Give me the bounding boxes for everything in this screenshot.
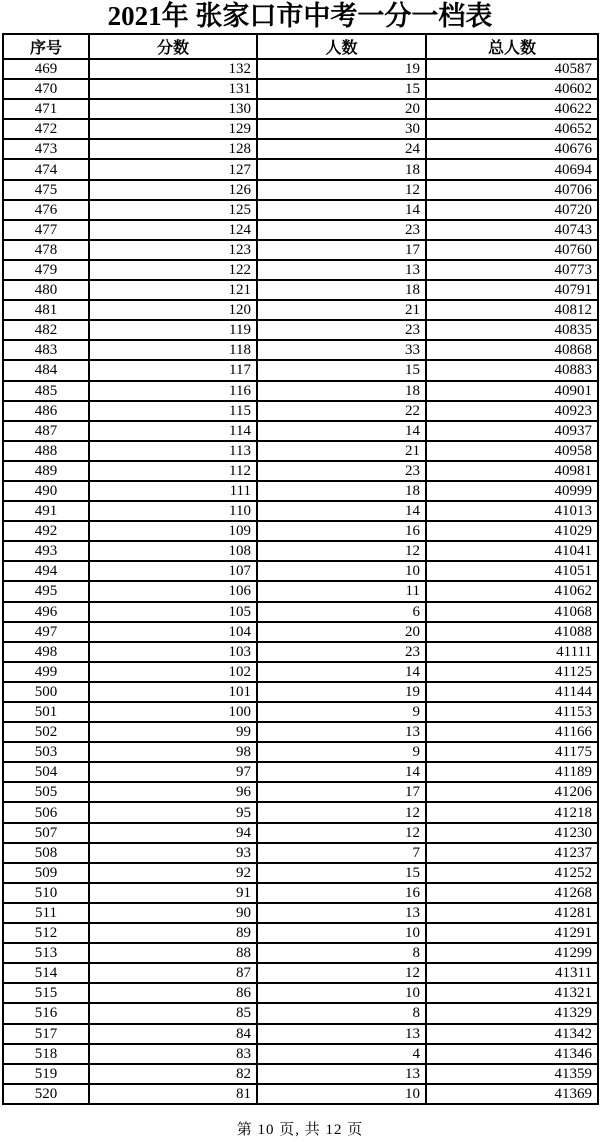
table-row	[3, 280, 598, 300]
serial-cell: 486	[3, 401, 89, 421]
score-cell: 124	[89, 220, 257, 240]
serial-cell: 517	[3, 1024, 89, 1044]
total-count-cell: 40760	[426, 240, 598, 260]
count-cell: 7	[257, 843, 426, 863]
total-count-cell: 40720	[426, 200, 598, 220]
total-count-cell: 40958	[426, 441, 598, 461]
total-count-cell: 41029	[426, 521, 598, 541]
count-cell: 11	[257, 581, 426, 601]
table-row	[3, 180, 598, 200]
serial-cell: 520	[3, 1084, 89, 1104]
total-count-cell: 40652	[426, 119, 598, 139]
count-cell: 4	[257, 1044, 426, 1064]
total-count-cell: 40743	[426, 220, 598, 240]
score-cell: 90	[89, 903, 257, 923]
total-count-cell: 41369	[426, 1084, 598, 1104]
table-row	[3, 602, 598, 622]
serial-cell: 491	[3, 501, 89, 521]
total-count-cell: 41291	[426, 923, 598, 943]
table-row	[3, 642, 598, 662]
count-cell: 20	[257, 622, 426, 642]
table-row	[3, 220, 598, 240]
table-row	[3, 742, 598, 762]
count-cell: 12	[257, 963, 426, 983]
score-cell: 114	[89, 421, 257, 441]
score-cell: 113	[89, 441, 257, 461]
score-cell: 95	[89, 802, 257, 822]
total-count-cell: 41342	[426, 1024, 598, 1044]
score-cell: 125	[89, 200, 257, 220]
table-row	[3, 481, 598, 501]
table-row	[3, 541, 598, 561]
total-count-cell: 41252	[426, 863, 598, 883]
score-cell: 82	[89, 1064, 257, 1084]
total-count-cell: 41206	[426, 782, 598, 802]
total-count-cell: 41189	[426, 762, 598, 782]
total-count-cell: 40706	[426, 180, 598, 200]
table-row	[3, 1044, 598, 1064]
table-row	[3, 401, 598, 421]
score-cell: 117	[89, 360, 257, 380]
count-cell: 8	[257, 1003, 426, 1023]
count-cell: 19	[257, 682, 426, 702]
serial-cell: 494	[3, 561, 89, 581]
count-cell: 14	[257, 762, 426, 782]
total-count-cell: 41299	[426, 943, 598, 963]
total-count-cell: 40901	[426, 381, 598, 401]
serial-cell: 480	[3, 280, 89, 300]
serial-cell: 478	[3, 240, 89, 260]
serial-cell: 470	[3, 79, 89, 99]
table-row	[3, 963, 598, 983]
serial-cell: 499	[3, 662, 89, 682]
serial-cell: 488	[3, 441, 89, 461]
total-count-cell: 41125	[426, 662, 598, 682]
total-count-cell: 41346	[426, 1044, 598, 1064]
count-cell: 17	[257, 782, 426, 802]
score-cell: 83	[89, 1044, 257, 1064]
score-cell: 122	[89, 260, 257, 280]
total-count-cell: 40791	[426, 280, 598, 300]
serial-cell: 471	[3, 99, 89, 119]
total-count-cell: 41041	[426, 541, 598, 561]
table-row	[3, 119, 598, 139]
table-row	[3, 843, 598, 863]
score-cell: 85	[89, 1003, 257, 1023]
table-row	[3, 883, 598, 903]
total-count-cell: 41281	[426, 903, 598, 923]
table-row	[3, 421, 598, 441]
count-cell: 18	[257, 280, 426, 300]
table-row	[3, 360, 598, 380]
total-count-cell: 40587	[426, 59, 598, 79]
count-cell: 18	[257, 481, 426, 501]
score-cell: 107	[89, 561, 257, 581]
header-count: 人数	[257, 34, 426, 59]
table-row	[3, 501, 598, 521]
serial-cell: 518	[3, 1044, 89, 1064]
count-cell: 15	[257, 360, 426, 380]
table-row	[3, 983, 598, 1003]
serial-cell: 473	[3, 139, 89, 159]
serial-cell: 489	[3, 461, 89, 481]
score-cell: 87	[89, 963, 257, 983]
score-cell: 116	[89, 381, 257, 401]
score-cell: 118	[89, 340, 257, 360]
table-row	[3, 622, 598, 642]
table-row	[3, 863, 598, 883]
score-cell: 131	[89, 79, 257, 99]
score-cell: 100	[89, 702, 257, 722]
serial-cell: 508	[3, 843, 89, 863]
score-cell: 86	[89, 983, 257, 1003]
serial-cell: 510	[3, 883, 89, 903]
table-row	[3, 381, 598, 401]
score-distribution-table	[2, 33, 599, 1105]
count-cell: 10	[257, 561, 426, 581]
score-cell: 119	[89, 320, 257, 340]
score-cell: 92	[89, 863, 257, 883]
table-header-row	[3, 34, 598, 59]
table-row	[3, 561, 598, 581]
serial-cell: 490	[3, 481, 89, 501]
table-row	[3, 662, 598, 682]
score-cell: 111	[89, 481, 257, 501]
total-count-cell: 41166	[426, 722, 598, 742]
table-row	[3, 260, 598, 280]
count-cell: 15	[257, 863, 426, 883]
serial-cell: 506	[3, 802, 89, 822]
count-cell: 21	[257, 441, 426, 461]
table-row	[3, 823, 598, 843]
total-count-cell: 41153	[426, 702, 598, 722]
count-cell: 9	[257, 702, 426, 722]
total-count-cell: 40999	[426, 481, 598, 501]
count-cell: 18	[257, 159, 426, 179]
serial-cell: 500	[3, 682, 89, 702]
total-count-cell: 41311	[426, 963, 598, 983]
count-cell: 10	[257, 983, 426, 1003]
total-count-cell: 41268	[426, 883, 598, 903]
count-cell: 13	[257, 903, 426, 923]
count-cell: 12	[257, 180, 426, 200]
count-cell: 23	[257, 320, 426, 340]
serial-cell: 512	[3, 923, 89, 943]
score-cell: 110	[89, 501, 257, 521]
count-cell: 16	[257, 883, 426, 903]
total-count-cell: 40694	[426, 159, 598, 179]
serial-cell: 476	[3, 200, 89, 220]
score-cell: 99	[89, 722, 257, 742]
total-count-cell: 40835	[426, 320, 598, 340]
total-count-cell: 40923	[426, 401, 598, 421]
table-row	[3, 682, 598, 702]
count-cell: 21	[257, 300, 426, 320]
score-cell: 132	[89, 59, 257, 79]
table-row	[3, 159, 598, 179]
serial-cell: 507	[3, 823, 89, 843]
count-cell: 18	[257, 381, 426, 401]
serial-cell: 474	[3, 159, 89, 179]
serial-cell: 514	[3, 963, 89, 983]
total-count-cell: 41237	[426, 843, 598, 863]
total-count-cell: 41175	[426, 742, 598, 762]
count-cell: 16	[257, 521, 426, 541]
total-count-cell: 40981	[426, 461, 598, 481]
total-count-cell: 41329	[426, 1003, 598, 1023]
serial-cell: 495	[3, 581, 89, 601]
score-cell: 93	[89, 843, 257, 863]
total-count-cell: 40773	[426, 260, 598, 280]
serial-cell: 515	[3, 983, 89, 1003]
count-cell: 12	[257, 802, 426, 822]
table-row	[3, 762, 598, 782]
score-cell: 120	[89, 300, 257, 320]
table-row	[3, 441, 598, 461]
table-row	[3, 782, 598, 802]
total-count-cell: 40676	[426, 139, 598, 159]
total-count-cell: 41321	[426, 983, 598, 1003]
serial-cell: 475	[3, 180, 89, 200]
table-row	[3, 240, 598, 260]
score-cell: 88	[89, 943, 257, 963]
table-row	[3, 59, 598, 79]
serial-cell: 483	[3, 340, 89, 360]
score-cell: 97	[89, 762, 257, 782]
total-count-cell: 40868	[426, 340, 598, 360]
score-cell: 81	[89, 1084, 257, 1104]
page-title: 2021年 张家口市中考一分一档表	[107, 1, 493, 31]
score-cell: 96	[89, 782, 257, 802]
serial-cell: 498	[3, 642, 89, 662]
total-count-cell: 41013	[426, 501, 598, 521]
serial-cell: 496	[3, 602, 89, 622]
page-number-footer: 第 10 页, 共 12 页	[236, 1121, 364, 1138]
count-cell: 24	[257, 139, 426, 159]
table-row	[3, 702, 598, 722]
table-row	[3, 1024, 598, 1044]
total-count-cell: 41218	[426, 802, 598, 822]
score-cell: 123	[89, 240, 257, 260]
total-count-cell: 40622	[426, 99, 598, 119]
serial-cell: 502	[3, 722, 89, 742]
count-cell: 9	[257, 742, 426, 762]
count-cell: 22	[257, 401, 426, 421]
total-count-cell: 41051	[426, 561, 598, 581]
count-cell: 17	[257, 240, 426, 260]
table-row	[3, 320, 598, 340]
total-count-cell: 41088	[426, 622, 598, 642]
score-cell: 130	[89, 99, 257, 119]
score-cell: 127	[89, 159, 257, 179]
score-cell: 108	[89, 541, 257, 561]
count-cell: 33	[257, 340, 426, 360]
table-row	[3, 200, 598, 220]
table-row	[3, 521, 598, 541]
count-cell: 23	[257, 220, 426, 240]
table-row	[3, 461, 598, 481]
score-cell: 109	[89, 521, 257, 541]
table-row	[3, 1064, 598, 1084]
table-row	[3, 139, 598, 159]
serial-cell: 482	[3, 320, 89, 340]
score-cell: 115	[89, 401, 257, 421]
serial-cell: 516	[3, 1003, 89, 1023]
table-row	[3, 1084, 598, 1104]
count-cell: 23	[257, 461, 426, 481]
serial-cell: 477	[3, 220, 89, 240]
serial-cell: 492	[3, 521, 89, 541]
count-cell: 15	[257, 79, 426, 99]
serial-cell: 469	[3, 59, 89, 79]
total-count-cell: 40812	[426, 300, 598, 320]
score-cell: 112	[89, 461, 257, 481]
table-row	[3, 99, 598, 119]
header-total-count: 总人数	[426, 34, 598, 59]
count-cell: 14	[257, 662, 426, 682]
total-count-cell: 41111	[426, 642, 598, 662]
serial-cell: 503	[3, 742, 89, 762]
score-cell: 103	[89, 642, 257, 662]
count-cell: 23	[257, 642, 426, 662]
count-cell: 10	[257, 1084, 426, 1104]
serial-cell: 501	[3, 702, 89, 722]
count-cell: 6	[257, 602, 426, 622]
score-cell: 128	[89, 139, 257, 159]
table-row	[3, 1003, 598, 1023]
total-count-cell: 40883	[426, 360, 598, 380]
score-cell: 89	[89, 923, 257, 943]
count-cell: 30	[257, 119, 426, 139]
table-row	[3, 581, 598, 601]
table-row	[3, 300, 598, 320]
count-cell: 13	[257, 1024, 426, 1044]
table-body	[3, 59, 598, 1104]
serial-cell: 509	[3, 863, 89, 883]
table-row	[3, 903, 598, 923]
score-cell: 102	[89, 662, 257, 682]
total-count-cell: 41359	[426, 1064, 598, 1084]
page	[0, 1, 600, 1142]
count-cell: 14	[257, 501, 426, 521]
table-row	[3, 943, 598, 963]
table-row	[3, 79, 598, 99]
table-row	[3, 722, 598, 742]
table-row	[3, 923, 598, 943]
total-count-cell: 41230	[426, 823, 598, 843]
score-cell: 126	[89, 180, 257, 200]
score-cell: 94	[89, 823, 257, 843]
count-cell: 14	[257, 200, 426, 220]
serial-cell: 472	[3, 119, 89, 139]
score-cell: 105	[89, 602, 257, 622]
score-cell: 104	[89, 622, 257, 642]
count-cell: 12	[257, 541, 426, 561]
score-cell: 101	[89, 682, 257, 702]
score-cell: 91	[89, 883, 257, 903]
serial-cell: 519	[3, 1064, 89, 1084]
total-count-cell: 41068	[426, 602, 598, 622]
serial-cell: 505	[3, 782, 89, 802]
serial-cell: 504	[3, 762, 89, 782]
serial-cell: 493	[3, 541, 89, 561]
count-cell: 20	[257, 99, 426, 119]
total-count-cell: 40602	[426, 79, 598, 99]
score-cell: 106	[89, 581, 257, 601]
table-row	[3, 802, 598, 822]
serial-cell: 511	[3, 903, 89, 923]
serial-cell: 481	[3, 300, 89, 320]
total-count-cell: 41144	[426, 682, 598, 702]
count-cell: 13	[257, 260, 426, 280]
count-cell: 19	[257, 59, 426, 79]
serial-cell: 484	[3, 360, 89, 380]
serial-cell: 497	[3, 622, 89, 642]
score-cell: 129	[89, 119, 257, 139]
table-row	[3, 340, 598, 360]
score-cell: 121	[89, 280, 257, 300]
header-score: 分数	[89, 34, 257, 59]
serial-cell: 479	[3, 260, 89, 280]
count-cell: 8	[257, 943, 426, 963]
score-cell: 84	[89, 1024, 257, 1044]
count-cell: 13	[257, 1064, 426, 1084]
serial-cell: 487	[3, 421, 89, 441]
count-cell: 14	[257, 421, 426, 441]
total-count-cell: 41062	[426, 581, 598, 601]
serial-cell: 513	[3, 943, 89, 963]
count-cell: 13	[257, 722, 426, 742]
serial-cell: 485	[3, 381, 89, 401]
total-count-cell: 40937	[426, 421, 598, 441]
count-cell: 12	[257, 823, 426, 843]
header-serial: 序号	[3, 34, 89, 59]
score-cell: 98	[89, 742, 257, 762]
count-cell: 10	[257, 923, 426, 943]
